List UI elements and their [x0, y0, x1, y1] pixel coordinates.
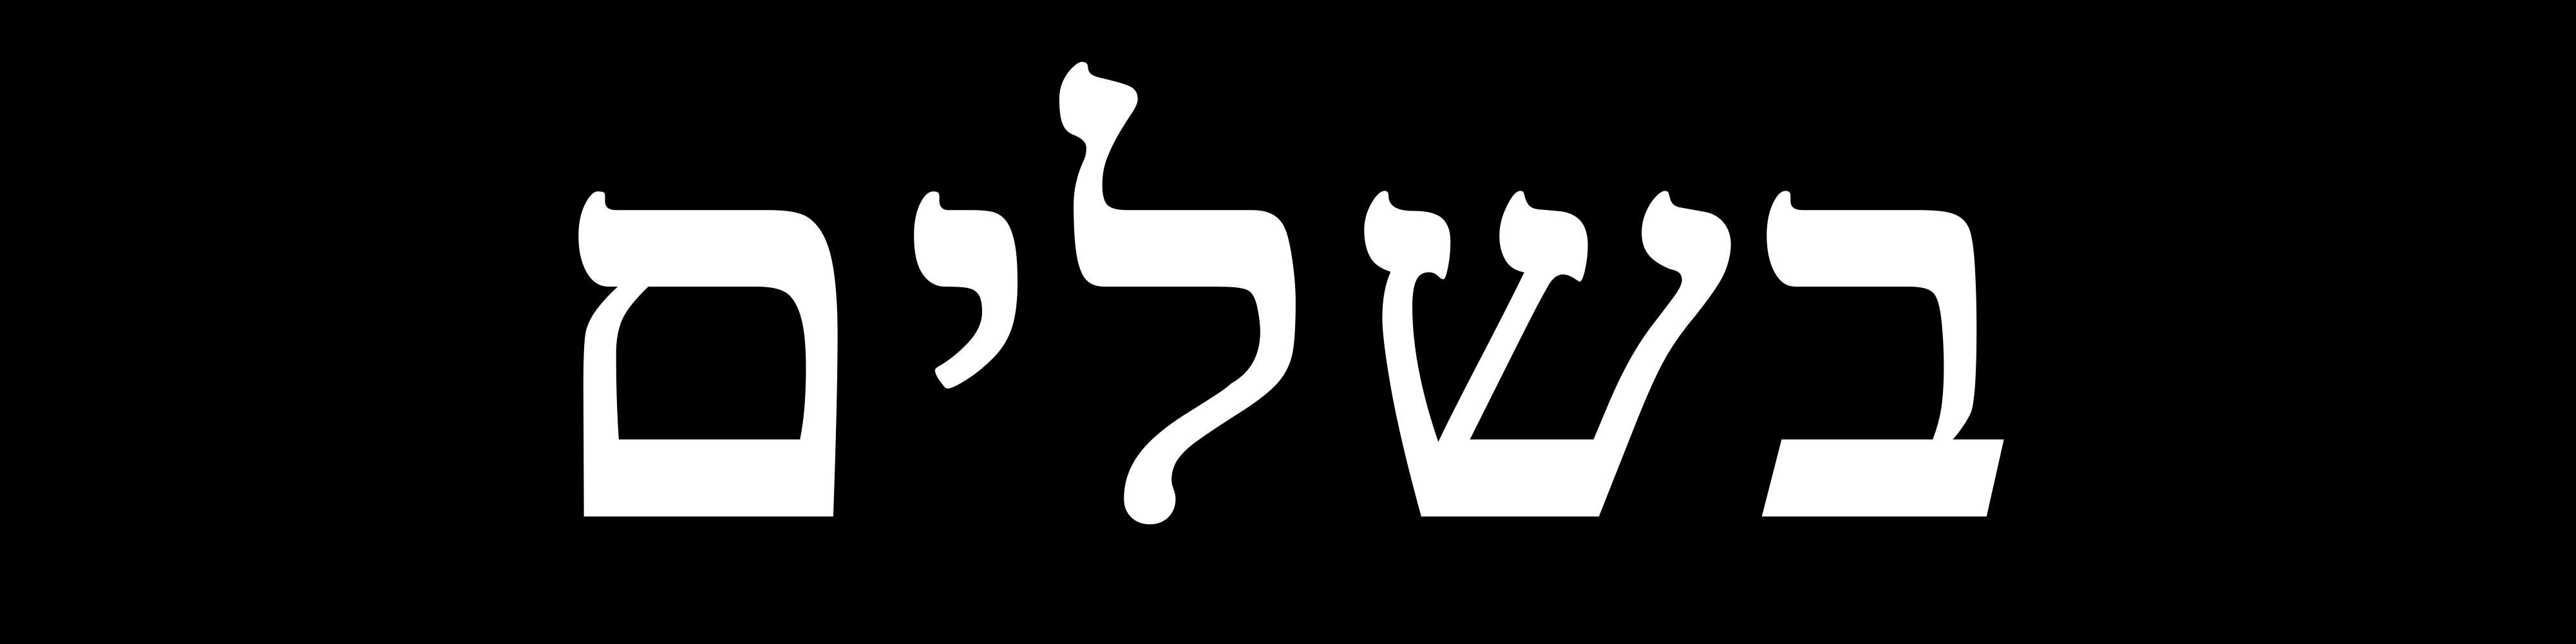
- hebrew-word: בשלים: [535, 0, 2041, 644]
